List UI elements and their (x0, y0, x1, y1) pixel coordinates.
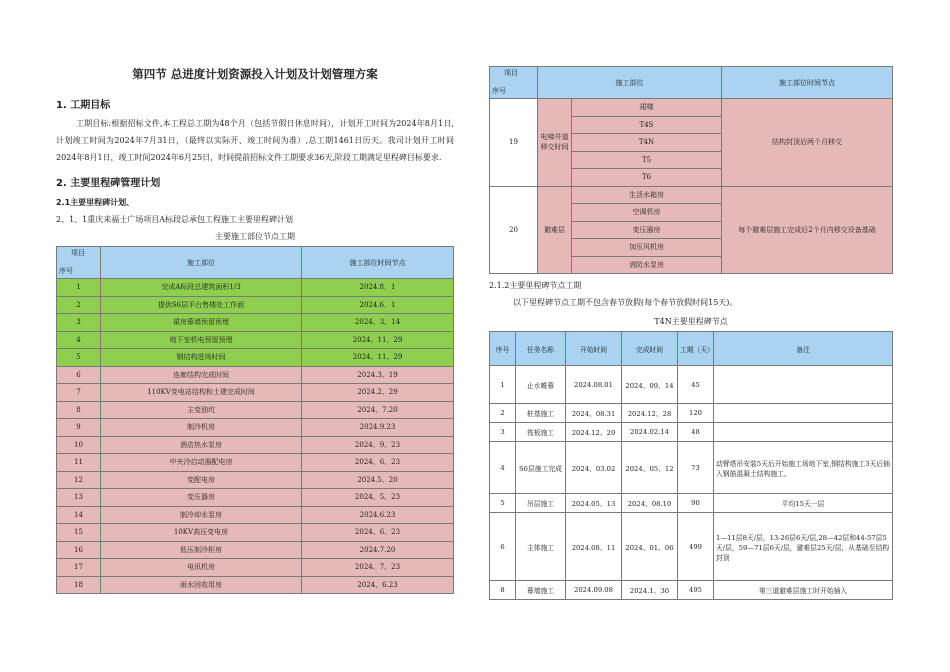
cell-note (714, 366, 893, 404)
cell-task: 筏板施工 (516, 423, 566, 442)
header-item-label: 项目 (504, 69, 518, 77)
table-row (490, 581, 893, 600)
cell-part: 钢结构进场时间 (101, 349, 302, 367)
cell-no: 6 (57, 366, 101, 384)
cell-part: 中央冷启动器配电房 (101, 454, 302, 472)
right-column (489, 66, 893, 600)
section-title: 第四节 总进度计划资源投入计划及计划管理方案 (132, 67, 378, 81)
cell-group-label: 电梯井道移交时间 (538, 99, 572, 187)
table-row (490, 494, 893, 513)
cell-no: 3 (57, 314, 101, 332)
table-row (57, 419, 454, 437)
table-row (490, 186, 893, 204)
cell-days: 120 (678, 404, 714, 423)
cell-end: 2024.02.14 (622, 423, 678, 442)
cell-group-label: 避难层 (538, 186, 572, 274)
cell-note: 动臂塔吊安装5天后开始施工场地下室,钢结构施工3天后插入钢筋混凝土结构施工。 (714, 442, 893, 494)
cell-no: 13 (57, 489, 101, 507)
table-row (57, 401, 454, 419)
heading-milestone-plan: 2. 主要里程碑管理计划 (56, 178, 161, 189)
cell-end: 2024、09、14 (622, 366, 678, 404)
cell-part: 制冷却水泵房 (101, 506, 302, 524)
table-row (57, 541, 454, 559)
cell-days: 73 (678, 442, 714, 494)
cell-days: 495 (678, 581, 714, 600)
cell-part: 变压器房 (572, 221, 722, 239)
left-column (56, 66, 454, 594)
cell-time: 2024.9.23 (302, 419, 454, 437)
subheading-milestone: 2.1主要里程碑计划、 (56, 198, 135, 207)
header-no-label: 序号 (492, 87, 506, 95)
table-row (57, 559, 454, 577)
cell-time: 2024、11、29 (302, 331, 454, 349)
cell-task: S6层施工完成 (516, 442, 566, 494)
header-no-label: 序号 (59, 267, 73, 275)
cell-time: 2024.6．1 (302, 296, 454, 314)
table2-header: 完成时间 (622, 332, 678, 366)
cell-note (714, 423, 893, 442)
cell-time: 2024、6、23 (302, 454, 454, 472)
cell-part: 制冷机房 (101, 419, 302, 437)
table2-header: 备注 (714, 332, 893, 366)
cell-days: 90 (678, 494, 714, 513)
t4n-milestone-table (489, 331, 893, 600)
cell-no: 17 (57, 559, 101, 577)
cell-part: T4N (572, 134, 722, 152)
cell-start: 2024.09.08 (566, 581, 622, 600)
cell-part: 加压风机房 (572, 239, 722, 257)
cell-time: 2024、7.20 (302, 401, 454, 419)
cell-part: 110KV变电站结构和土建完成时间 (101, 384, 302, 402)
table1-header-no (57, 247, 101, 279)
table-row (490, 513, 893, 581)
cell-no: 6 (490, 513, 516, 581)
cell-no: 3 (490, 423, 516, 442)
cell-end: 2024.12、28 (622, 404, 678, 423)
milestone-note: 以下里程碑节点工期不包含春节放假(每个春节放假时间15天)。 (513, 298, 738, 307)
cell-no: 12 (57, 471, 101, 489)
cell-part: T4S (572, 116, 722, 134)
cell-no: 19 (490, 99, 538, 187)
table-row (490, 99, 893, 117)
cell-no: 2 (490, 404, 516, 423)
cell-time: 2024.3、19 (302, 366, 454, 384)
cell-no: 16 (57, 541, 101, 559)
table-top-header-no (490, 67, 538, 99)
milestone-table (56, 246, 454, 594)
cell-part: 消防水泵房 (572, 256, 722, 274)
table2-header: 任务名称 (516, 332, 566, 366)
cell-part: 生活水箱房 (572, 186, 722, 204)
cell-no: 20 (490, 186, 538, 274)
cell-start: 2024.05、13 (566, 494, 622, 513)
table-row (490, 366, 893, 404)
table-row (57, 279, 454, 297)
cell-no: 8 (57, 401, 101, 419)
cell-time: 结构封顶后两个月移交 (722, 99, 893, 187)
cell-part: 变配电房 (101, 471, 302, 489)
cell-note: 第三道避难层施工时开始插入 (714, 581, 893, 600)
cell-note: 1—11层8天/层，13-26层6天/层,28—42层和44-57层5天/层，59—71层6天/层，避难层25天/层，从基础至结构封顶 (714, 513, 893, 581)
table1-header-time: 施工部位时间节点 (302, 247, 454, 279)
table-row (57, 331, 454, 349)
cell-time: 2024.2、29 (302, 384, 454, 402)
cell-no: 1 (57, 279, 101, 297)
cell-part: 地下室机电预留预埋 (101, 331, 302, 349)
cell-part: T5 (572, 151, 722, 169)
cell-note (714, 404, 893, 423)
table-row (57, 384, 454, 402)
cell-time: 2024.8．1 (302, 279, 454, 297)
cell-no: 4 (490, 442, 516, 494)
cell-time: 2024、6.23 (302, 576, 454, 594)
cell-part: 电讯机房 (101, 559, 302, 577)
handover-table (489, 66, 893, 274)
cell-no: 14 (57, 506, 101, 524)
cell-time: 2024、5、23 (302, 489, 454, 507)
cell-days: 499 (678, 513, 714, 581)
subheading-project-milestone: 2、1、1重庆来福士广场项目A标段总承包工程施工主要里程碑计划 (56, 215, 294, 224)
table-top-header-time: 施工部位时间节点 (722, 67, 893, 99)
cell-start: 2024、03.02 (566, 442, 622, 494)
table-row (57, 436, 454, 454)
subheading-milestone-duration: 2.1.2主要里程碑节点工期 (489, 281, 582, 290)
table2-header: 序号 (490, 332, 516, 366)
table-row (490, 442, 893, 494)
cell-time: 2024.6.23 (302, 506, 454, 524)
cell-task: 吊层施工 (516, 494, 566, 513)
table1-caption: 主要施工部位节点工期 (215, 232, 295, 241)
cell-time: 每个避难层施工完成后2个月内移交设备基础 (722, 186, 893, 274)
cell-part: 空调机房 (572, 204, 722, 222)
cell-no: 18 (57, 576, 101, 594)
header-item-label: 项目 (71, 249, 85, 257)
cell-time: 2024、7、23 (302, 559, 454, 577)
cell-part: 裙房幕墙预留预埋 (101, 314, 302, 332)
cell-end: 2024、05、12 (622, 442, 678, 494)
cell-days: 45 (678, 366, 714, 404)
table-row (57, 454, 454, 472)
table-row (57, 296, 454, 314)
table-row (57, 576, 454, 594)
cell-no: 11 (57, 454, 101, 472)
heading-schedule-goal: 1. 工期目标 (56, 100, 111, 111)
cell-time: 2024.5、20 (302, 471, 454, 489)
cell-part: 主变油坑 (101, 401, 302, 419)
cell-no: 15 (57, 524, 101, 542)
cell-no: 5 (490, 494, 516, 513)
table-row (57, 506, 454, 524)
cell-part: 提供S6层平台售楼处工作面 (101, 296, 302, 314)
cell-part: 酒店热水泵房 (101, 436, 302, 454)
table2-caption: T4N主要里程碑节点 (654, 317, 728, 326)
cell-part: 裙楼 (572, 99, 722, 117)
cell-start: 2024.08.01 (566, 366, 622, 404)
cell-part: 雨水回收用房 (101, 576, 302, 594)
cell-part: 完成A标段总建筑面积1/3 (101, 279, 302, 297)
cell-no: 5 (57, 349, 101, 367)
cell-start: 2024.12、29 (566, 423, 622, 442)
cell-part: T6 (572, 169, 722, 187)
cell-part: 低压制冷柜房 (101, 541, 302, 559)
table-row (57, 349, 454, 367)
table-row (57, 366, 454, 384)
cell-part: 10KV高压变电房 (101, 524, 302, 542)
table-row (57, 524, 454, 542)
table-top-header-part: 施工部位 (538, 67, 722, 99)
cell-no: 9 (57, 419, 101, 437)
cell-no: 8 (490, 581, 516, 600)
cell-end: 2024、08.10 (622, 494, 678, 513)
cell-task: 桩基施工 (516, 404, 566, 423)
table-row (490, 404, 893, 423)
table-row (57, 314, 454, 332)
cell-time: 2024、3、14 (302, 314, 454, 332)
cell-note: 平均15天一层 (714, 494, 893, 513)
cell-time: 2024、9、23 (302, 436, 454, 454)
cell-end: 2024、01、06 (622, 513, 678, 581)
table2-header: 工期（天） (678, 332, 714, 366)
schedule-goal-paragraph: 工期目标:根据招标文件,本工程总工期为48个月（包括节假日休息时间），计划开工时间为2024年8月1日,计划竣工时间为2024年7月31日，（最终以实际开、竣工时间为准）,总工期1461日历天。我司计划开工时间2024年8月1日，竣工时间2024年6月25日，时间提前招标文件工期要求36天,阶段工期满足里程碑目标要求. (56, 119, 454, 162)
cell-task: 幕墙施工 (516, 581, 566, 600)
cell-no: 2 (57, 296, 101, 314)
cell-start: 2024.08、11 (566, 513, 622, 581)
table1-header-part: 施工部位 (101, 247, 302, 279)
cell-no: 1 (490, 366, 516, 404)
table-row (490, 423, 893, 442)
cell-task: 主体施工 (516, 513, 566, 581)
table-row (57, 489, 454, 507)
cell-time: 2024、6、23 (302, 524, 454, 542)
table-row (57, 471, 454, 489)
cell-part: 变压器房 (101, 489, 302, 507)
cell-part: 连廊结构完成时间 (101, 366, 302, 384)
cell-time: 2024.7.20 (302, 541, 454, 559)
cell-time: 2024、11、29 (302, 349, 454, 367)
cell-days: 48 (678, 423, 714, 442)
cell-no: 4 (57, 331, 101, 349)
table2-header: 开始时间 (566, 332, 622, 366)
cell-start: 2024、08.31 (566, 404, 622, 423)
cell-no: 10 (57, 436, 101, 454)
cell-no: 7 (57, 384, 101, 402)
cell-task: 止水帷幕 (516, 366, 566, 404)
cell-end: 2024.1、30 (622, 581, 678, 600)
